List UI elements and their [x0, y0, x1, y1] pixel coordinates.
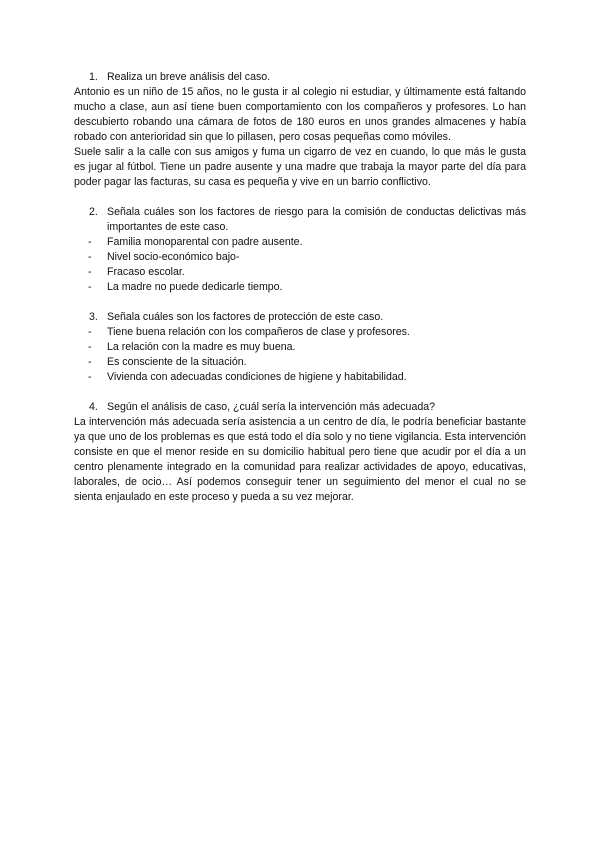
protective-factors-list	[74, 325, 526, 385]
question-number: 3.	[89, 311, 98, 323]
question-number: 2.	[89, 206, 98, 218]
list-item: - Nivel socio-económico bajo-	[88, 251, 240, 263]
list-item: - Familia monoparental con padre ausente.	[88, 236, 303, 248]
question-4	[89, 400, 526, 415]
answer-paragraph: Antonio es un niño de 15 años, no le gusta ir al colegio ni estudiar, y últimamente está faltando mucho a clase, aun así tiene buen comportamiento con los compañeros y profesores. Lo han descubierto robando una cámara de fotos de 180 euros en unos grandes almacenes y había robado con anterioridad sin que lo pillasen, pero cosas pequeñas como móviles.	[74, 86, 526, 143]
question-1	[89, 70, 526, 85]
answer-paragraph: La intervención más adecuada sería asistencia a un centro de día, le podría beneficiar bastante ya que uno de los problemas es que está todo el día solo y no tiene vigilancia. Esta intervención consiste en que el menor reside en su domicilio habitual pero tiene que acudir por el día a un centro plenamente integrado en la comunidad para realizar actividades de apoyo, educativas, laborales, de ocio… Así podemos conseguir tener un seguimiento del menor el cual no se sienta enjaulado en este proceso y pueda a su vez mejorar.	[74, 416, 526, 503]
question-text: Señala cuáles son los factores de riesgo para la comisión de conductas delictivas más importantes de este caso.	[107, 206, 526, 233]
question-text: Según el análisis de caso, ¿cuál sería la intervención más adecuada?	[107, 401, 436, 413]
document-body	[74, 70, 526, 505]
question-2	[89, 205, 526, 235]
question-text: Señala cuáles son los factores de protección de este caso.	[107, 311, 384, 323]
question-3	[89, 310, 526, 325]
list-item: - Es consciente de la situación.	[88, 356, 247, 368]
list-item: - La madre no puede dedicarle tiempo.	[88, 281, 283, 293]
list-item: - Vivienda con adecuadas condiciones de higiene y habitabilidad.	[88, 371, 407, 383]
risk-factors-list	[74, 235, 526, 295]
answer-paragraph: Suele salir a la calle con sus amigos y fuma un cigarro de vez en cuando, lo que más le gusta es jugar al fútbol. Tiene un padre ausente y una madre que trabaja la mayor parte del día para poder pagar las facturas, su casa es pequeña y vive en un barrio conflictivo.	[74, 146, 526, 188]
question-number: 4.	[89, 401, 98, 413]
question-number: 1.	[89, 71, 98, 83]
list-item: - Fracaso escolar.	[88, 266, 185, 278]
list-item: - La relación con la madre es muy buena.	[88, 341, 296, 353]
question-text: Realiza un breve análisis del caso.	[107, 71, 271, 83]
list-item: - Tiene buena relación con los compañeros de clase y profesores.	[88, 326, 410, 338]
